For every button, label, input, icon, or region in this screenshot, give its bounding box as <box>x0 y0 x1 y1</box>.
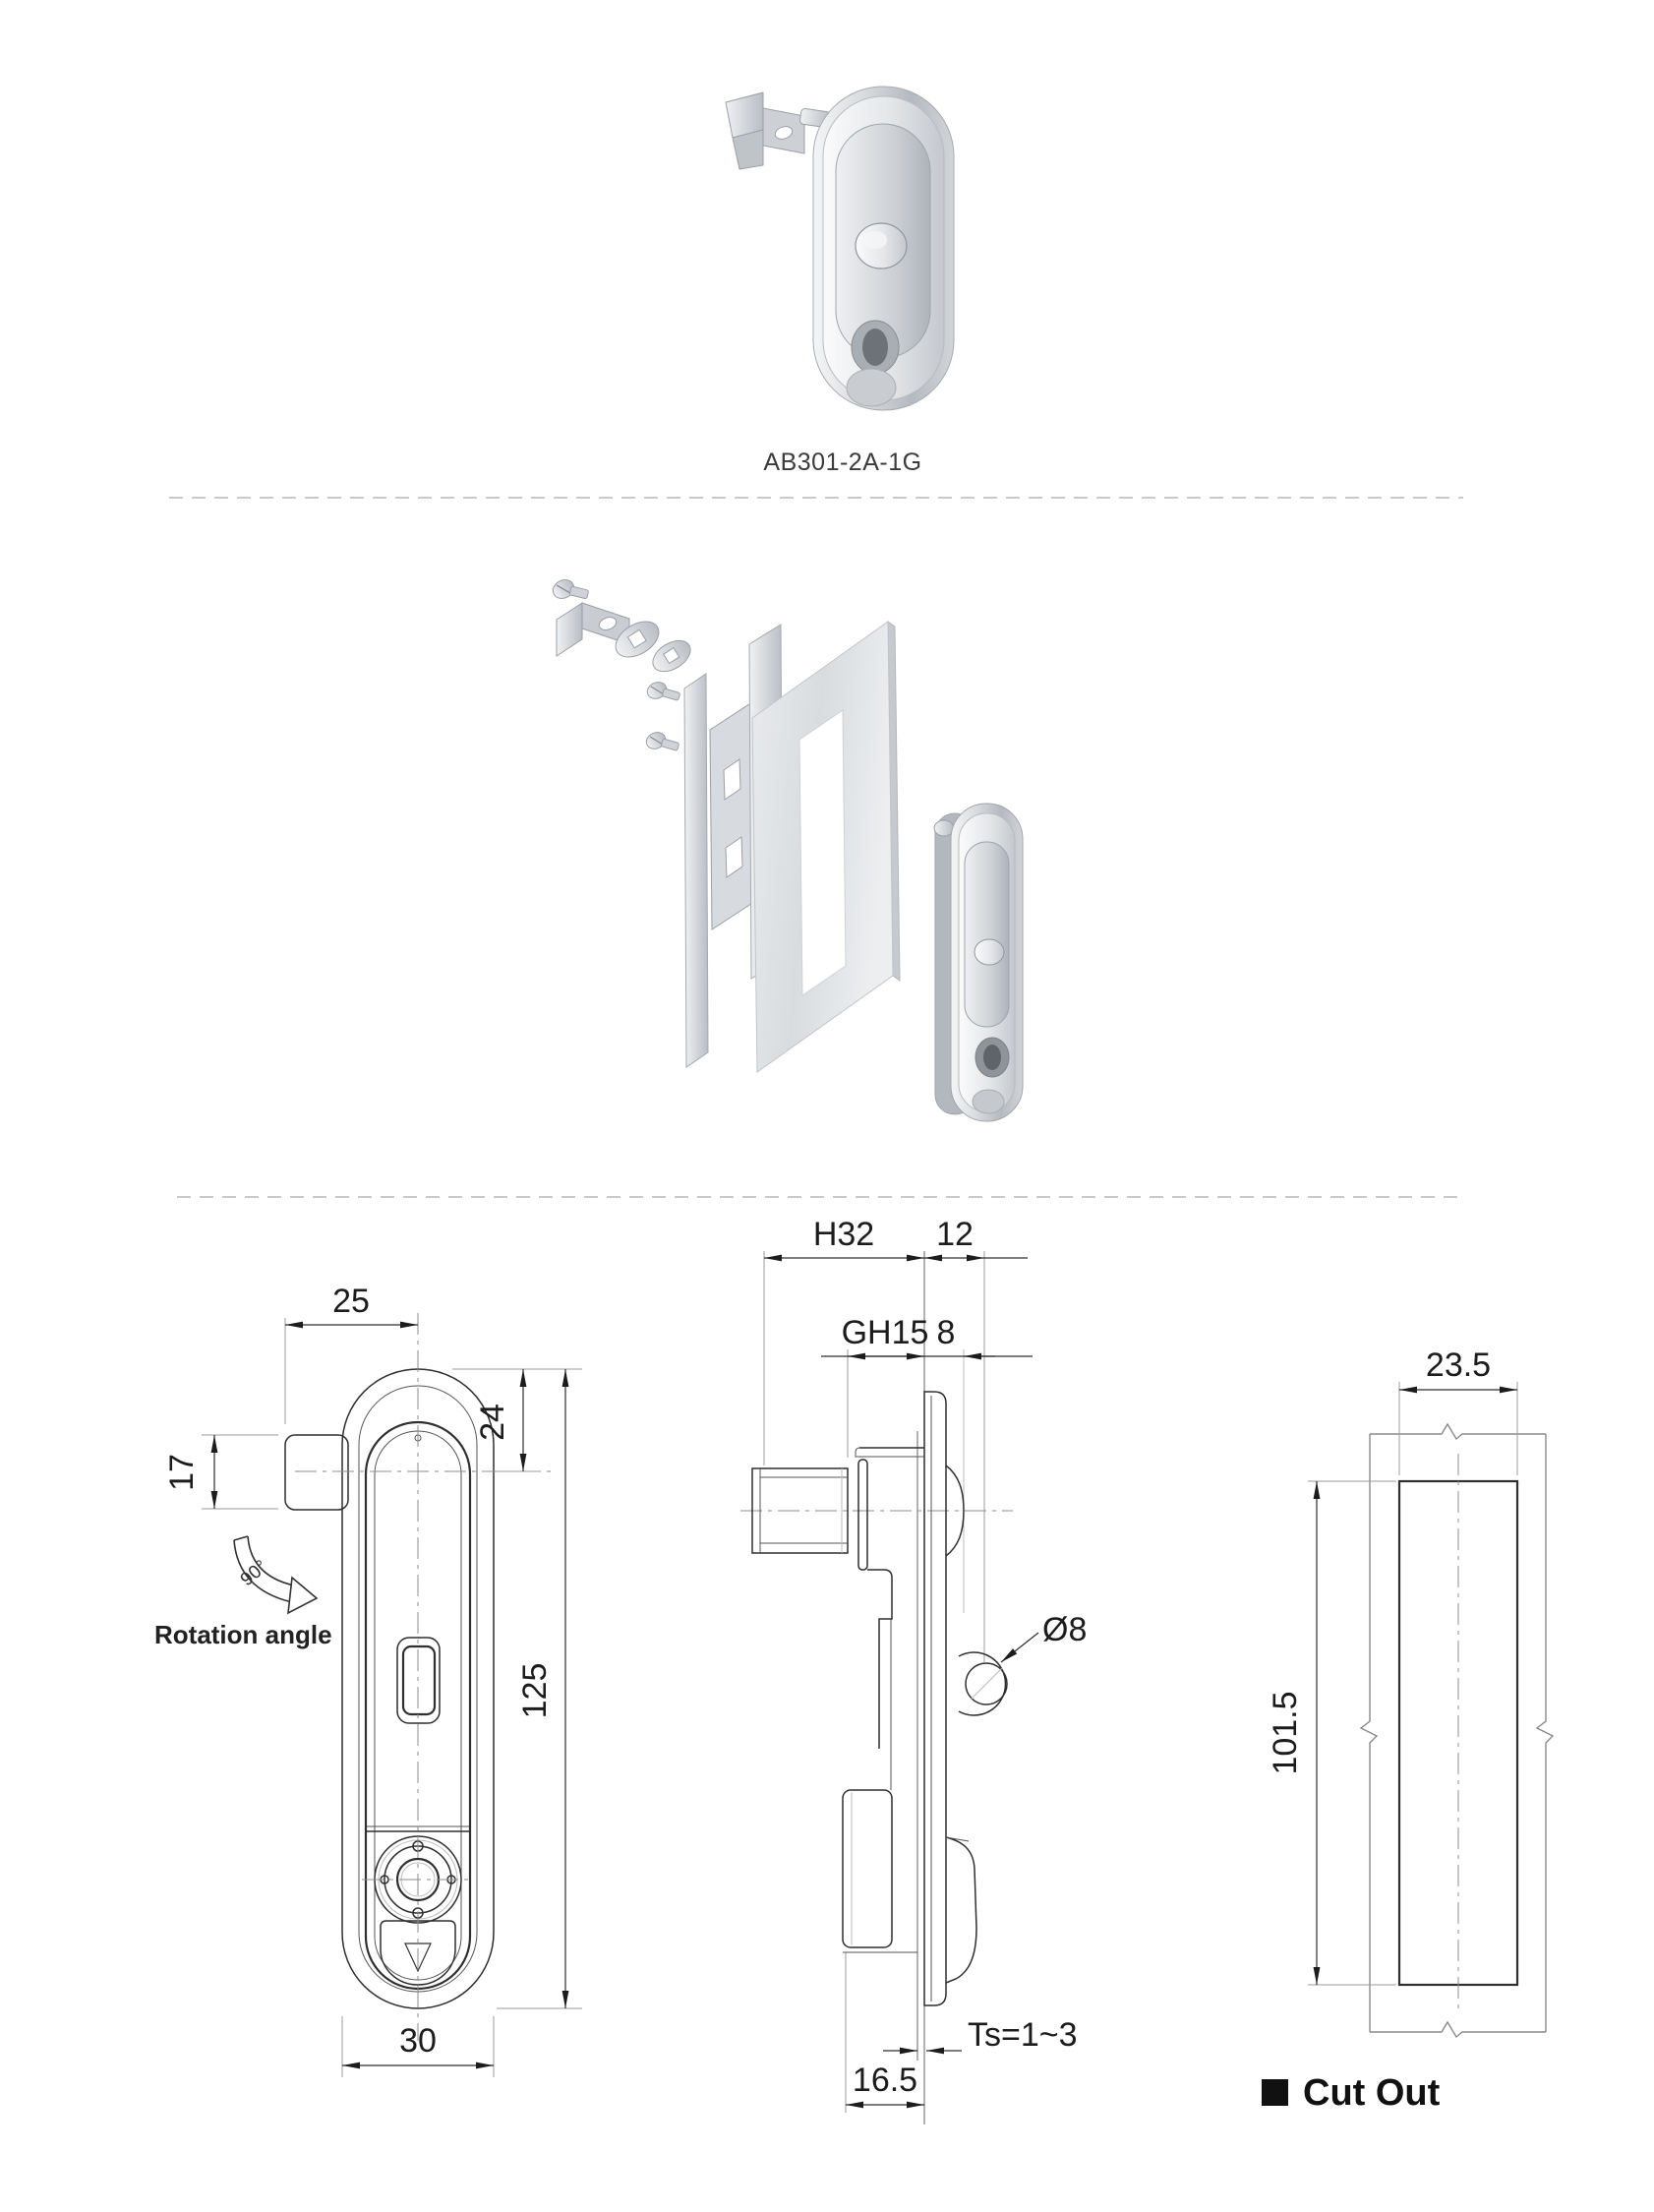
rotation-angle-label: Rotation angle <box>154 1620 332 1649</box>
exploded-view <box>550 576 1023 1121</box>
dim-23-5: 23.5 <box>1425 1346 1492 1384</box>
cutout-panel-outline <box>1361 1424 1553 2037</box>
rotation-arrow-icon <box>234 1536 317 1613</box>
dimension-25 <box>285 1283 418 1424</box>
dim-gh15: GH15 <box>841 1314 929 1351</box>
dimension-30 <box>342 2016 494 2077</box>
product-model-label: AB301-2A-1G <box>763 448 922 476</box>
dimension-dia8 <box>1001 1611 1087 1662</box>
panel-cutout-hole <box>799 710 846 995</box>
dimension-gh15 <box>821 1314 1033 1356</box>
lock-unit-exploded <box>934 804 1023 1121</box>
dimension-ts <box>883 2016 1078 2054</box>
latch-hook-profile <box>946 1837 976 1983</box>
cutout-legend-marker-icon <box>1262 2079 1288 2106</box>
rotation-angle-value: 90° <box>236 1556 272 1591</box>
mounting-hardware <box>550 576 783 1067</box>
latch-tongue <box>285 1435 348 1510</box>
cutout-view <box>1262 1346 1553 2114</box>
dimension-16-5 <box>846 2062 924 2105</box>
dim-8: 8 <box>936 1314 956 1351</box>
cutout-legend-label: Cut Out <box>1303 2072 1441 2114</box>
dimension-8 <box>937 1314 995 1356</box>
mounting-flange <box>858 1460 867 1570</box>
grip-texture <box>847 369 896 406</box>
dim-30: 30 <box>399 2022 437 2060</box>
dim-h32: H32 <box>812 1216 875 1253</box>
screw-2 <box>645 680 680 702</box>
dim-17: 17 <box>163 1454 201 1491</box>
dimension-12 <box>924 1216 1028 1258</box>
front-view <box>154 1283 582 2077</box>
dim-dia8: Ø8 <box>1042 1611 1088 1648</box>
dimension-h32 <box>764 1216 924 1258</box>
retainer-plate-left <box>684 674 708 1067</box>
dim-24: 24 <box>474 1404 511 1441</box>
rear-block <box>843 1790 892 1947</box>
lock-body-photo <box>813 87 954 410</box>
screw-1 <box>550 576 589 602</box>
side-profile <box>752 1392 1007 2005</box>
dimension-125 <box>497 1369 582 2008</box>
dimension-101-5 <box>1267 1481 1396 1985</box>
dim-16-5: 16.5 <box>852 2062 918 2099</box>
cutout-legend <box>1262 2072 1441 2114</box>
dim-25: 25 <box>332 1283 370 1320</box>
dimension-17 <box>163 1435 278 1509</box>
dim-125: 125 <box>516 1662 554 1719</box>
cam-shaft-end <box>959 1652 1007 1715</box>
dim-101-5: 101.5 <box>1267 1691 1304 1775</box>
dim-ts: Ts=1~3 <box>968 2016 1078 2054</box>
product-photo <box>726 87 954 410</box>
screw-3 <box>644 730 679 752</box>
dim-12: 12 <box>936 1216 974 1253</box>
side-view <box>740 1216 1087 2124</box>
front-bezel-profile <box>924 1392 946 2005</box>
